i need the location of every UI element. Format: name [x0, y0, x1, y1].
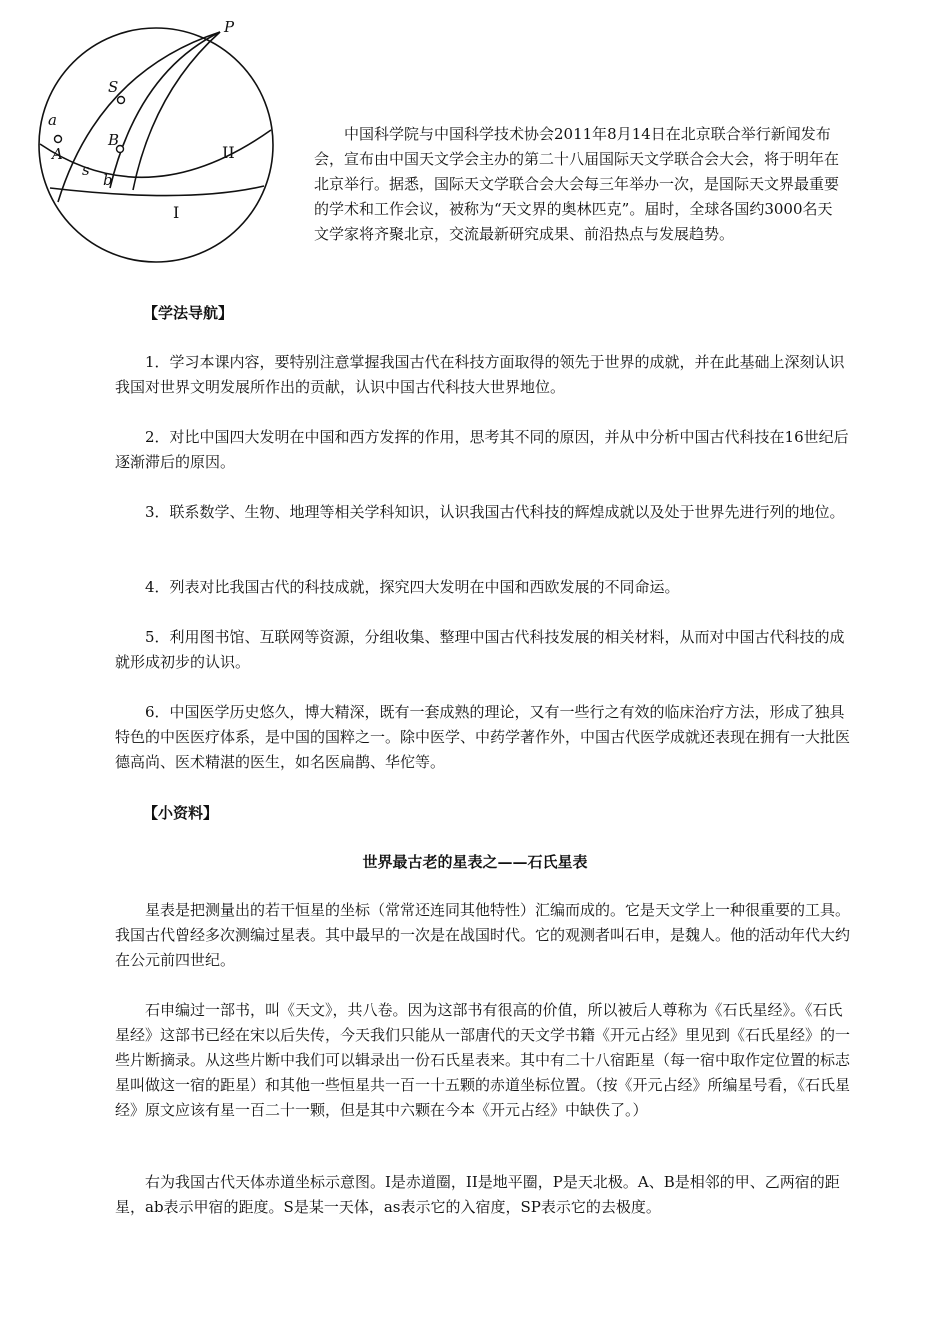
material-title: 【小资料】 — [143, 804, 219, 822]
meridian-s — [110, 32, 220, 188]
label-ii: II — [222, 143, 235, 162]
material-paragraph-2: 石申编过一部书，叫《天文》，共八卷。因为这部书有很高的价值，所以被后人尊称为《石氏星经》。《石氏星经》这部书已经在宋以后失传，今天我们只能从一部唐代的天文学书籍《开元占经》里见到《石氏星经》的一些片断摘录。从这些片断中我们可以辑录出一份石氏星表来。其中有二十八宿距星（每一宿中取作定位置的标志星叫做这一宿的距星）和其他一些恒星共一百一十五颗的赤道坐标位置。（按《开元占经》所编星号看，《石氏星经》原文应该有星一百二十一颗，但是其中六颗在今本《开元占经》中缺佚了。） — [115, 1001, 851, 1119]
equator-circle-i — [50, 186, 264, 196]
guide-item-3: 3．联系数学、生物、地理等相关学科知识，认识我国古代科技的辉煌成就以及处于世界先进行列的地位。 — [145, 503, 845, 521]
material-paragraph-1: 星表是把测量出的若干恒星的坐标（常常还连同其他特性）汇编而成的。它是天文学上一种很重要的工具。我国古代曾经多次测编过星表。其中最早的一次是在战国时代。它的观测者叫石申，是魏人。他的活动年代大约在公元前四世纪。 — [115, 901, 851, 969]
meridian-b — [133, 32, 220, 190]
star-s-point — [118, 97, 125, 104]
guide-item-2: 2．对比中国四大发明在中国和西方发挥的作用，思考其不同的原因，并从中分析中国古代科技在16世纪后逐渐滞后的原因。 — [115, 428, 849, 471]
label-s-star: S — [108, 78, 119, 96]
horizon-circle-ii — [40, 130, 271, 177]
guide-title: 【学法导航】 — [143, 304, 234, 322]
label-b-upper: B — [108, 131, 120, 149]
material-paragraph-3: 右为我国古代天体赤道坐标示意图。I是赤道圈，II是地平圈，P是天北极。A、B是相邻的甲、乙两宿的距星，ab表示甲宿的距度。S是某一天体，as表示它的入宿度，SP表示它的去极度。 — [115, 1173, 840, 1216]
celestial-coordinate-diagram — [28, 12, 288, 264]
label-s-lower: s — [82, 161, 90, 179]
intro-paragraph: 中国科学院与中国科学技术协会2011年8月14日在北京联合举行新闻发布会，宣布由中国天文学会主办的第二十八届国际天文学联合会大会，将于明年在北京举行。据悉，国际天文学联合会大会每三年举办一次，是国际天文界最重要的学术和工作会议，被称为“天文界的奥林匹克”。届时，全球各国约3000名天文学家将齐聚北京，交流最新研究成果、前沿热点与发展趋势。 — [314, 125, 840, 243]
label-p: P — [224, 18, 235, 36]
guide-item-4: 4．列表对比我国古代的科技成就，探究四大发明在中国和西欧发展的不同命运。 — [145, 578, 680, 596]
guide-item-6: 6．中国医学历史悠久，博大精深，既有一套成熟的理论，又有一些行之有效的临床治疗方法，形成了独具特色的中医医疗体系，是中国的国粹之一。除中医学、中药学著作外，中国古代医学成就还表现在拥有一大批医德高尚、医术精湛的医生，如名医扁鹊、华佗等。 — [115, 703, 851, 771]
star-a-point — [55, 136, 62, 143]
label-b-lower: b — [103, 171, 113, 189]
label-a-lower: a — [48, 111, 57, 129]
guide-item-1: 1．学习本课内容，要特别注意掌握我国古代在科技方面取得的领先于世界的成就，并在此基础上深刻认识我国对世界文明发展所作出的贡献，认识中国古代科技大世界地位。 — [115, 353, 845, 396]
label-a-upper: A — [52, 145, 63, 163]
material-subtitle: 世界最古老的星表之——石氏星表 — [362, 853, 588, 871]
label-i: I — [173, 203, 180, 222]
guide-item-5: 5．利用图书馆、互联网等资源，分组收集、整理中国古代科技发展的相关材料，从而对中国古代科技的成就形成初步的认识。 — [115, 628, 845, 671]
